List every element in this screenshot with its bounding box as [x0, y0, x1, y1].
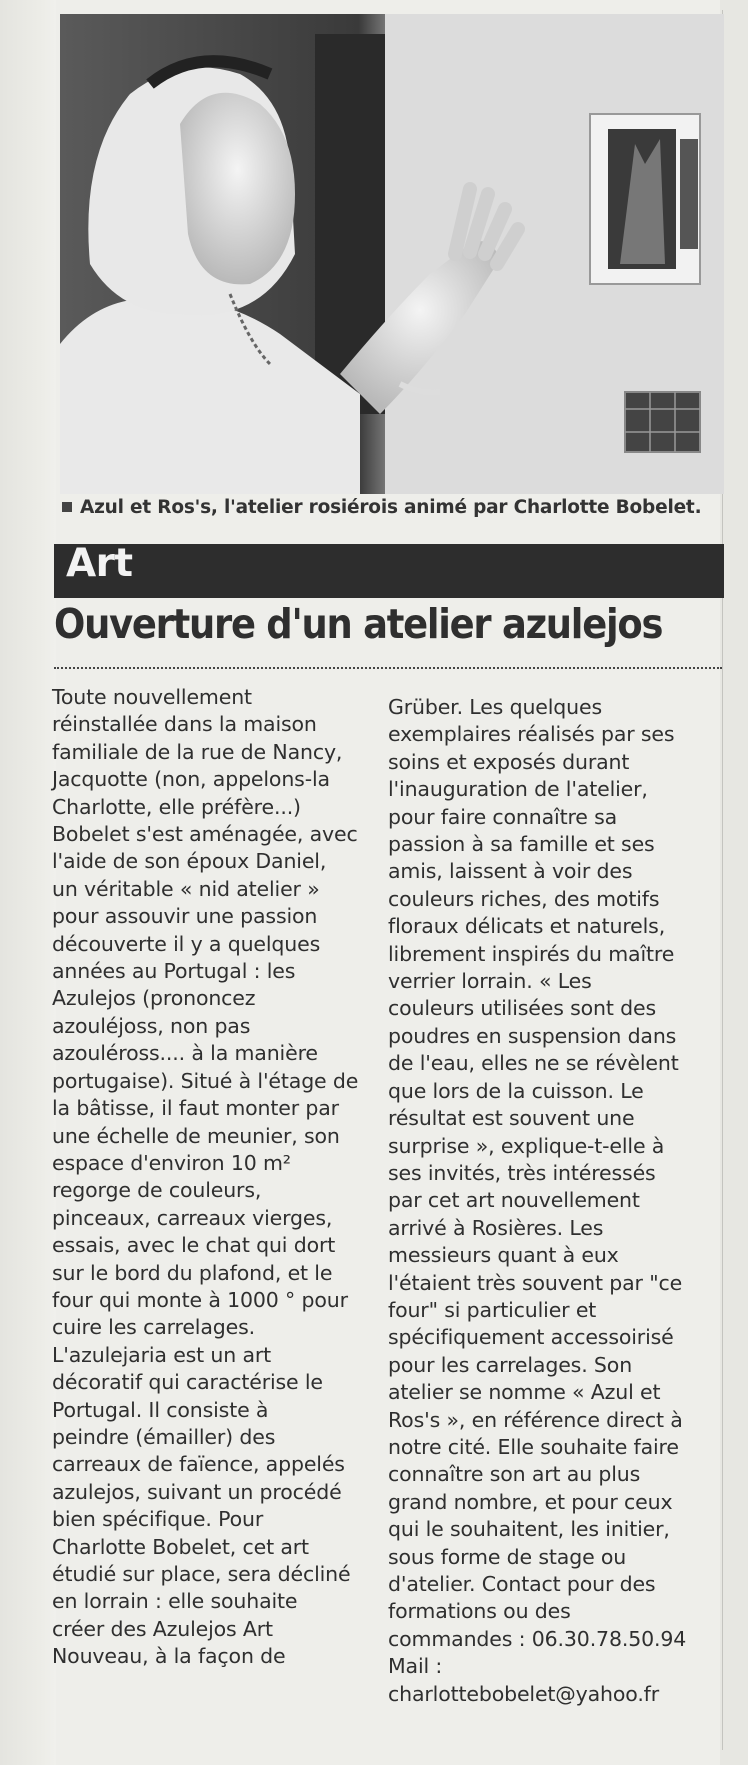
section-label: Art: [66, 541, 133, 586]
article-headline: Ouverture d'un atelier azulejos: [54, 600, 663, 648]
photo-woman-pointing-at-tiles: [60, 14, 724, 494]
article-column-left: Toute nouvellement réinstallée dans la maison familiale de la rue de Nancy, Jacquotte (non, appelons-la Charlotte, elle préfère...) Bobelet s'est aménagée, avec l'aide de son époux Daniel, un véritable « nid atelier » pour assouvir une passion découverte il y a quelques années au Portugal : les Azulejos (prononcez azouléjoss, non pas azouléross.... à la manière portugaise). Situé à l'étage de la bâtisse, il faut monter par une échelle de meunier, son espace d'environ 10 m² regorge de couleurs, pinceaux, carreaux vierges, essais, avec le chat qui dort sur le bord du plafond, et le four qui monte à 1000 ° pour cuire les carrelages. L'azulejaria est un art décoratif qui caractérise le Portugal. Il consiste à peindre (émailler) des carreaux de faïence, appelés azulejos, suivant un procédé bien spécifique. Pour Charlotte Bobelet, cet art étudié sur place, sera décliné en lorrain : elle souhaite créer des Azulejos Art Nouveau, à la façon de: [52, 685, 359, 1669]
dotted-divider: [54, 667, 722, 669]
caption-bullet-icon: [62, 502, 72, 512]
photo-caption: [62, 497, 722, 518]
caption-text: Azul et Ros's, l'atelier rosiérois animé par Charlotte Bobelet.: [80, 497, 702, 518]
section-banner: [54, 544, 724, 598]
paper-margin-right: [720, 0, 748, 1765]
article-photo: [60, 14, 724, 494]
paper-margin-left: [0, 0, 56, 1765]
article-column-right: Grüber. Les quelques exemplaires réalisés par ses soins et exposés durant l'inauguration de l'atelier, pour faire connaître sa passion à sa famille et ses amis, laissent à voir des couleurs riches, des motifs floraux délicats et naturels, librement inspirés du maître verrier lorrain. « Les couleurs utilisées sont des poudres en suspension dans de l'eau, elles ne se révèlent que lors de la cuisson. Le résultat est souvent une surprise », explique-t-elle à ses invités, très intéressés par cet art nouvellement arrivé à Rosières. Les messieurs quant à eux l'étaient très souvent par "ce four" si particulier et spécifiquement accessoirisé pour les carrelages. Son atelier se nomme « Azul et Ros's », en référence direct à notre cité. Elle souhaite faire connaître son art au plus grand nombre, et pour ceux qui le souhaitent, les initier, sous forme de stage ou d'atelier. Contact pour des formations ou des commandes : 06.30.78.50.94 Mail : charlottebobelet@yahoo.fr: [388, 695, 687, 1706]
